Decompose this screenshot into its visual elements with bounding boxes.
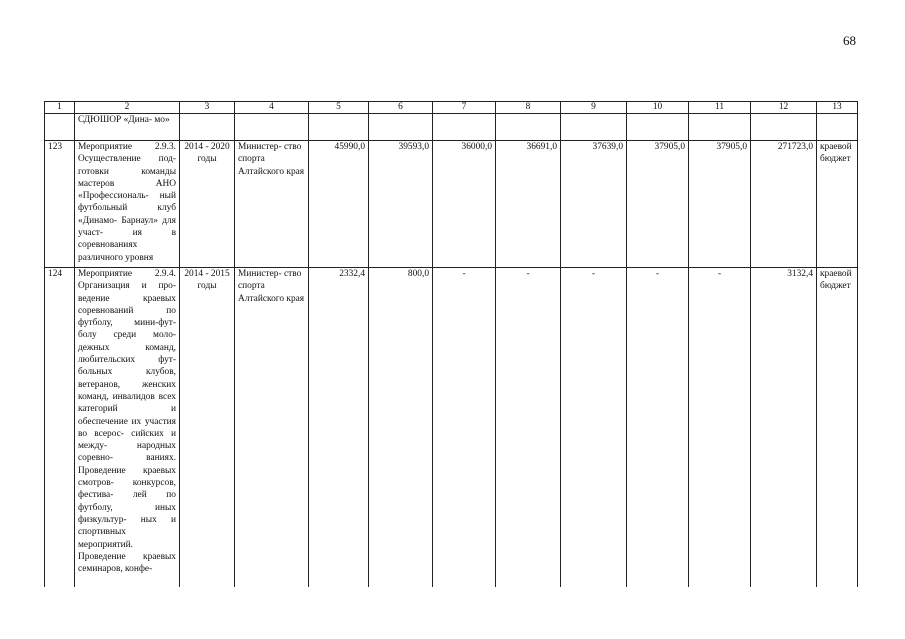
page-number: 68 [843, 33, 856, 48]
value-cell: 45990,0 [309, 141, 369, 268]
header-cell: 9 [561, 102, 627, 114]
value-cell: - [627, 268, 689, 598]
funding-source: краевой бюджет [817, 141, 858, 268]
value-cell: 2332,4 [309, 268, 369, 598]
value-cell: - [433, 268, 496, 598]
value-cell: 271723,0 [751, 141, 817, 268]
header-cell: 8 [496, 102, 561, 114]
table-row [45, 114, 858, 141]
value-cell [689, 114, 751, 141]
value-cell: 800,0 [369, 268, 433, 598]
value-cell [309, 114, 369, 141]
value-cell: 37639,0 [561, 141, 627, 268]
funding-source: краевой бюджет [817, 268, 858, 598]
header-cell: 6 [369, 102, 433, 114]
header-cell: 10 [627, 102, 689, 114]
header-cell: 5 [309, 102, 369, 114]
row-number: 124 [45, 268, 75, 598]
header-cell: 12 [751, 102, 817, 114]
header-cell: 1 [45, 102, 75, 114]
row-number [45, 114, 75, 141]
value-cell [496, 114, 561, 141]
value-cell [369, 114, 433, 141]
event-description: Мероприятие 2.9.4. Организация и про- ведение краевых соревнований по футболу, мини-фут- болу среди моло- дежных команд, любительских фут- больных клубов, ветеранов, женских команд, инвалидов всех категорий и обеспечение их участия во всерос- сийских и между- народных соревно- ваниях. Проведение краевых смотров- конкурсов, фестива- лей по футболу, иных физкультур- ных и спортивных мероприятий. Проведение краевых семинаров, конфе- [75, 268, 180, 598]
period [180, 114, 235, 141]
executor [235, 114, 309, 141]
value-cell [751, 114, 817, 141]
value-cell: - [496, 268, 561, 598]
table-row [45, 141, 858, 268]
value-cell: 39593,0 [369, 141, 433, 268]
period: 2014 - 2015 годы [180, 268, 235, 598]
header-cell: 4 [235, 102, 309, 114]
value-cell: 37905,0 [627, 141, 689, 268]
event-description: СДЮШОР «Дина- мо» [75, 114, 180, 141]
header-cell: 2 [75, 102, 180, 114]
program-table [44, 101, 858, 598]
value-cell [627, 114, 689, 141]
header-cell: 13 [817, 102, 858, 114]
page-bottom-margin [0, 587, 905, 639]
value-cell: - [561, 268, 627, 598]
row-number: 123 [45, 141, 75, 268]
table-row [45, 268, 858, 598]
header-cell: 7 [433, 102, 496, 114]
period: 2014 - 2020 годы [180, 141, 235, 268]
value-cell: 37905,0 [689, 141, 751, 268]
table-header-row [45, 102, 858, 114]
event-description: Мероприятие 2.9.3. Осуществление под- готовки команды мастеров АНО «Профессиональ- ный футбольный клуб «Динамо- Барнаул» для участ- ия в соревнованиях различного уровня [75, 141, 180, 268]
value-cell [561, 114, 627, 141]
value-cell: - [689, 268, 751, 598]
executor: Министер- ство спорта Алтайского края [235, 268, 309, 598]
header-cell: 3 [180, 102, 235, 114]
executor: Министер- ство спорта Алтайского края [235, 141, 309, 268]
value-cell: 36691,0 [496, 141, 561, 268]
funding-source [817, 114, 858, 141]
header-cell: 11 [689, 102, 751, 114]
value-cell: 36000,0 [433, 141, 496, 268]
value-cell: 3132,4 [751, 268, 817, 598]
value-cell [433, 114, 496, 141]
